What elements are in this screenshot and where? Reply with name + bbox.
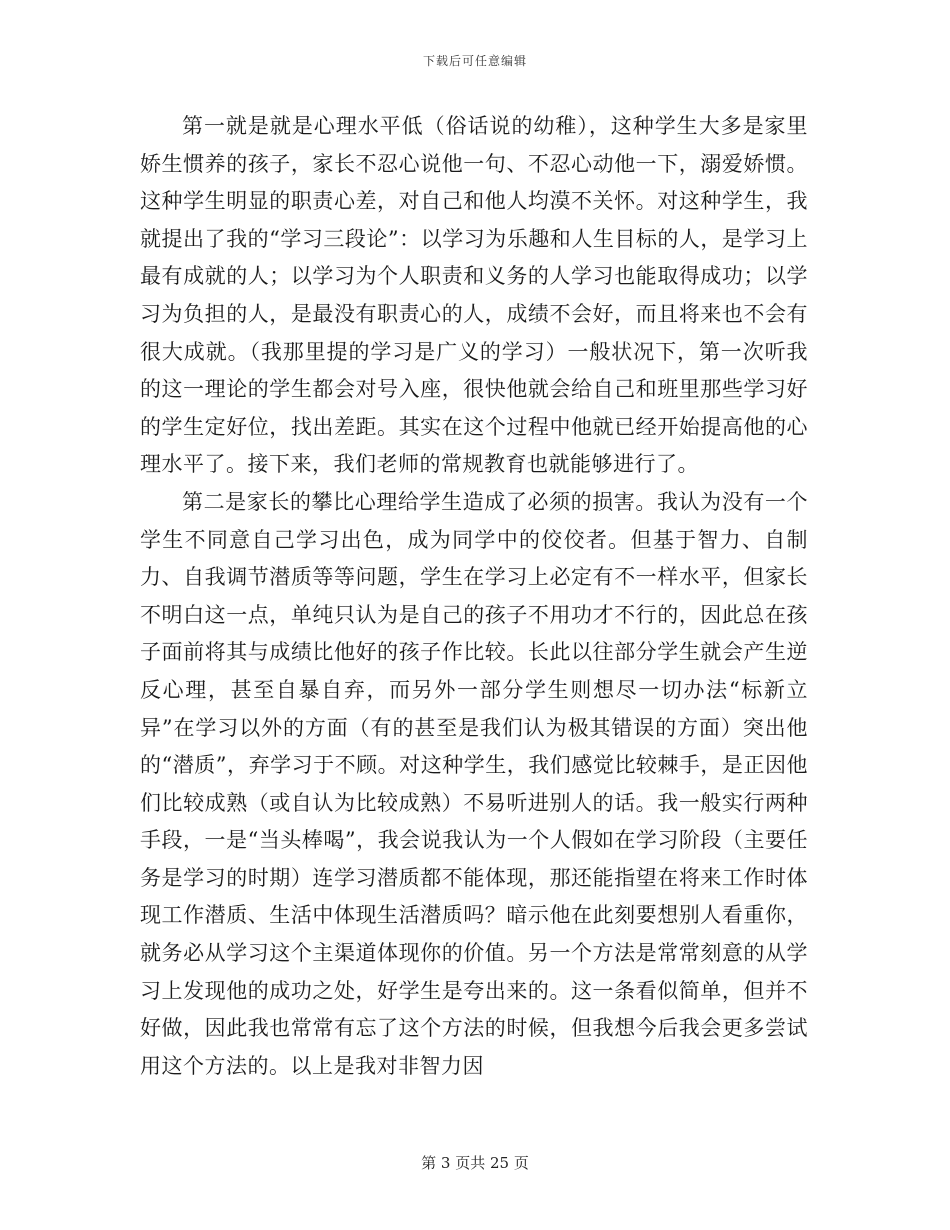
page-header: 下载后可任意编辑 (422, 54, 527, 68)
paragraph-1: 第一就是就是心理水平低（俗话说的幼稚），这种学生大多是家里娇生惯养的孩子，家长不忍心说他一句、不忍心动他一下，溺爱娇惯。这种学生明显的职责心差，对自己和他人均漠不关怀。对这种学生，我就提出了我的“学习三段论”：以学习为乐趣和人生目标的人，是学习上最有成就的人；以学习为个人职责和义务的人学习也能取得成功；以学习为负担的人，是最没有职责心的人，成绩不会好，而且将来也不会有很大成就。（我那里提的学习是广义的学习）一般状况下，第一次听我的这一理论的学生都会对号入座，很快他就会给自己和班里那些学习好的学生定好位，找出差距。其实在这个过程中他就已经开始提高他的心理水平了。接下来，我们老师的常规教育也就能够进行了。 (140, 114, 808, 477)
document-body (140, 108, 808, 1085)
page-number-footer: 第 3 页共 25 页 (421, 1154, 529, 1172)
paragraph-2: 第二是家长的攀比心理给学生造成了必须的损害。我认为没有一个学生不同意自己学习出色，成为同学中的佼佼者。但基于智力、自制力、自我调节潜质等等问题，学生在学习上必定有不一样水平，但家长不明白这一点，单纯只认为是自己的孩子不用功才不行的，因此总在孩子面前将其与成绩比他好的孩子作比较。长此以往部分学生就会产生逆反心理，甚至自暴自弃，而另外一部分学生则想尽一切办法“标新立异”在学习以外的方面（有的甚至是我们认为极其错误的方面）突出他的“潜质”，弃学习于不顾。对这种学生，我们感觉比较棘手，是正因他们比较成熟（或自认为比较成熟）不易听进别人的话。我一般实行两种手段，一是“当头棒喝”，我会说我认为一个人假如在学习阶段（主要任务是学习的时期）连学习潜质都不能体现，那还能指望在将来工作时体现工作潜质、生活中体现生活潜质吗？暗示他在此刻要想别人看重你，就务必从学习这个主渠道体现你的价值。另一个方法是常常刻意的从学习上发现他的成功之处，好学生是夸出来的。这一条看似简单，但并不好做，因此我也常常有忘了这个方法的时候，但我想今后我会更多尝试用这个方法的。以上是我对非智力因 (140, 489, 808, 1078)
